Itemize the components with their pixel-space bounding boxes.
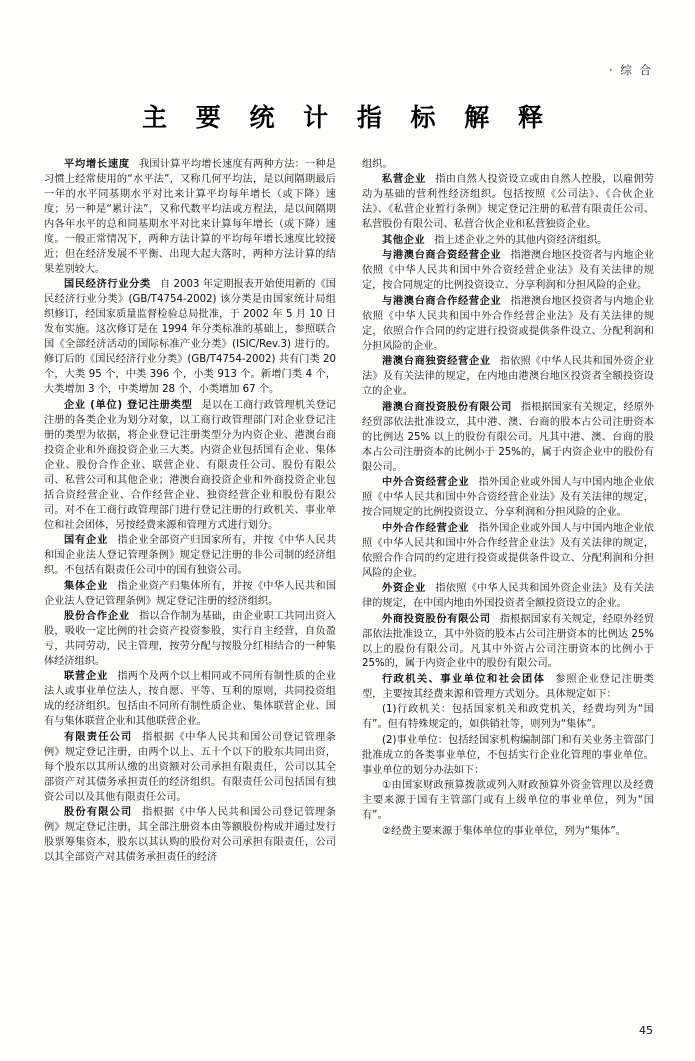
paragraph-text: 组织。 [362,159,393,170]
paragraph [44,731,336,806]
term-label: 行政机关、事业单位和社会团体 [382,673,546,685]
paragraph-text: 指依照《中华人民共和国外资企业法》及有关法律的规定，在内地由港澳台地区投资者全额投资设立的企业。 [362,356,655,398]
paragraph-text: 指根据《中华人民共和国公司登记管理条例》规定登记注册，由两个以上、五十个以下的股东共同出资，每个股东以其所认缴的出资额对公司承担有限责任，公司以其全部资产对其债务承担责任的经济组织。有限责任公司包括国有独资公司以及其他有限责任公司。 [44,731,336,803]
term-label: 外商投资股份有限公司 [382,613,491,625]
paragraph-text: 指企业全部资产归国家所有，并按《中华人民共和国企业法人登记管理条例》规定登记注册的非公司制的经济组织。不包括有限责任公司中的国有独资公司。 [44,535,337,577]
term-label: 与港澳台商合作经营企业 [382,295,502,307]
term-label: 有限责任公司 [64,731,133,743]
term-label: 与港澳台商合资经营企业 [382,250,502,262]
term-label: 企业 (单位) 登记注册类型 [64,399,193,411]
paragraph [44,610,336,670]
paragraph [362,476,654,521]
paragraph-text: 我国计算平均增长速度有两种方法：一种是习惯上经常使用的“水平法”，又称几何平均法，是以间隔期最后一年的水平同基期水平对比来计算平均每年增长（或下降）速度；另一种是“累计法”，又称代数平均法或方程法，是以间隔期内各年水平的总和同基期水平对比来计算每年增长（或下降）速度。一般正常情况下，两种方法计算的平均每年增长速度比较接近；但在经济发展不平衡、出现大起大落时，两种方法计算的结果差别较大。 [44,159,336,275]
paragraph [362,734,654,779]
paragraph-text: 指外国企业或外国人与中国内地企业依照《中华人民共和国中外合资经营企业法》及有关法律的规定，按合同规定的比例投资设立、分享利润和分担风险的企业。 [362,477,654,519]
term-label: 股份合作企业 [64,611,130,623]
term-label: 集体企业 [64,580,109,592]
paragraph [44,580,336,610]
paragraph [44,399,336,534]
paragraph-text: 指依照《中华人民共和国外资企业法》及有关法律的规定，在中国内地由外国投资者全额投资设立的企业。 [362,583,655,610]
paragraph-text: 指外国企业或外国人与中国内地企业依照《中华人民共和国中外合作经营企业法》及有关法律的规定，依照合作合同的约定进行投资或提供条件设立、分配利润和分担风险的企业。 [362,522,654,579]
paragraph [362,249,654,294]
term-label: 港澳台商独资经营企业 [382,356,491,368]
paragraph [362,158,654,173]
paragraph [44,670,336,730]
paragraph-text: 指两个及两个以上相同或不同所有制性质的企业法人或事业单位法人，按自愿、平等、互利的原则，共同投资组成的经济组织。包括由不同所有制性质企业、集体联营企业、国有与集体联营企业和其他联营企业。 [44,671,337,728]
term-label: 中外合资经营企业 [382,477,470,489]
paragraph [362,401,654,476]
term-label: 中外合作经营企业 [382,522,470,534]
section-header: · 综 合 [609,63,653,77]
text-columns [44,158,654,1018]
paragraph-text: 指由自然人投资设立或由自然人控股，以雇佣劳动为基础的营利性经济组织。包括按照《公司法》、《合伙企业法》、《私营企业暂行条例》规定登记注册的私营有限责任公司、私营股份有限公司、私营合伙企业和私营独资企业。 [362,174,655,231]
paragraph-text: 参照企业登记注册类型，主要按其经费来源和管理方式划分。具体规定如下： [362,673,654,700]
term-label: 国民经济行业分类 [64,279,151,291]
paragraph [362,173,654,233]
paragraph-text: 指上述企业之外的其他内资经济组织。 [434,234,608,246]
paragraph-text: 指港澳台地区投资者与内地企业依照《中华人民共和国中外合资经营企业法》及有关法律的规定，按合同规定的比例投资设立、分享利润和分担风险的企业。 [362,250,654,292]
paragraph [362,825,654,840]
paragraph-text: 是以在工商行政管理机关登记注册的各类企业为划分对象，以工商行政管理部门对企业登记注册的类型为依据，将企业登记注册类型分为内资企业、港澳台商投资企业和外商投资企业三大类。内资企业包括国有企业、集体企业、股份合作企业、联营企业、有限责任公司、股份有限公司、私营公司和其他企业；港澳台商投资企业和外商投资企业包括合资经营企业、合作经营企业、独资经营企业和股份有限公司。对不在工商行政管理部门进行登记注册的行政机关、事业单位和社会团体，另按经费来源和管理方式进行划分。 [44,399,336,531]
paragraph-text: (1)行政机关：包括国家机关和政党机关，经费均列为“国有”。但有特殊规定的，如供销社等，则列为“集体”。 [362,704,654,731]
paragraph-text: ①由国家财政预算拨款或列入财政预算外资金管理以及经费主要来源于国有主管部门或有上级单位的事业单位，列为“国有”。 [362,780,654,822]
paragraph [362,779,654,824]
paragraph [362,355,654,400]
paragraph [362,703,654,733]
paragraph [362,234,654,249]
paragraph [44,534,336,579]
paragraph [44,278,336,398]
term-label: 私营企业 [382,174,427,186]
term-label: 股份有限公司 [64,807,133,819]
paragraph [362,673,654,703]
term-label: 外资企业 [382,583,427,595]
paragraph [44,806,336,866]
paragraph-text: (2)事业单位：包括经国家机构编制部门和有关业务主管部门批准成立的各类事业单位，不包括实行企业化管理的事业单位。事业单位的划分办法如下： [362,734,654,776]
paragraph-text: 指根据《中华人民共和国公司登记管理条例》规定登记注册，其全部注册资本由等额股份构成并通过发行股票筹集资本，股东以其认购的股份对公司承担有限责任，公司以其全部资产对其债务承担责任的经济 [44,807,336,864]
paragraph-text: 指根据国家有关规定，经原外经贸部依法批准设立，其中港、澳、台商的股本占公司注册资本的比例达 25% 以上的股份有限公司。凡其中港、澳、台商的股本占公司注册资本的比例小于 25%的，属于内资企业中的股份有限公司。 [362,401,654,473]
page-title: 主 要 统 计 指 标 解 释 [142,103,553,132]
paragraph-text: 自 2003 年定期报表开始使用新的《国民经济行业分类》(GB/T4754-2002) 该分类是由国家统计局组织修订，经国家质量监督检验总局批准，于 2002 年 5 月 10 日发布实施。这次修订是在 1994 年分类标准的基础上，参照联合国《全部经济活动的国际标准产业分类》(ISIC/Rev.3) 进行的。修订后的《国民经济行业分类》(GB/T4754-2002) 共有门类 20 个，大类 95 个，中类 396 个，小类 913 个。新增门类 4 个，大类增加 3 个，中类增加 28 个，小类增加 67 个。 [44,279,336,396]
paragraph-text: 指港澳台地区投资者与内地企业依照《中华人民共和国中外合作经营企业法》及有关法律的规定，依照合作合同的约定进行投资或提供条件设立、分配利润和分担风险的企业。 [362,295,654,352]
paragraph [362,582,654,612]
column-left [44,158,336,1018]
paragraph [362,295,654,355]
paragraph-text: 指以合作制为基础，由企业职工共同出资入股，吸收一定比例的社会资产投资参股，实行自主经营，自负盈亏，共同劳动，民主管理，按劳分配与按股分红相结合的一种集体经济组织。 [44,611,336,667]
term-label: 联营企业 [64,671,109,683]
term-label: 平均增长速度 [64,159,130,170]
term-label: 港澳台商投资股份有限公司 [382,401,512,413]
paragraph [362,613,654,673]
paragraph-text: 指企业资产归集体所有，并按《中华人民共和国企业法人登记管理条例》规定登记注册的经济组织。 [44,580,337,607]
column-right [362,158,654,1018]
paragraph [44,158,336,278]
page-number: 45 [639,1024,653,1037]
term-label: 其他企业 [382,234,426,246]
term-label: 国有企业 [64,535,109,547]
paragraph-text: ②经费主要来源于集体单位的事业单位，列为“集体”。 [382,825,626,837]
paragraph-text: 指根据国家有关规定，经原外经贸部依法批准设立，其中外资的股本占公司注册资本的比例达 25% 以上的股份有限公司。凡其中外资占公司注册资本的比例小于 25%的，属于内资企业中的股份有限公司。 [362,613,655,670]
paragraph [362,522,654,582]
